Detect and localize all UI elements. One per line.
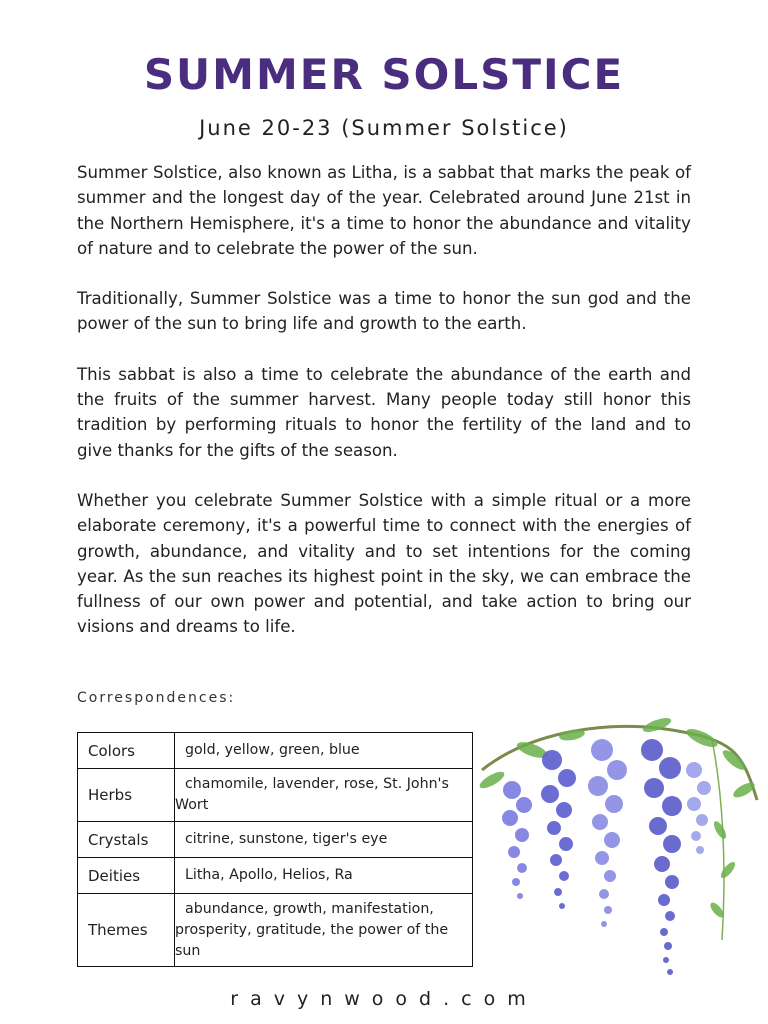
table-row bbox=[78, 822, 473, 858]
row-value: gold, yellow, green, blue bbox=[175, 733, 473, 769]
row-value: citrine, sunstone, tiger's eye bbox=[175, 822, 473, 858]
row-key: Herbs bbox=[78, 769, 175, 822]
wisteria-illustration bbox=[472, 710, 762, 1000]
row-key: Deities bbox=[78, 858, 175, 894]
row-value: abundance, growth, manifestation, prosperity, gratitude, the power of the sun bbox=[175, 894, 473, 967]
row-key: Colors bbox=[78, 733, 175, 769]
correspondences-label: Correspondences: bbox=[77, 690, 236, 706]
body-text bbox=[77, 160, 691, 665]
paragraph: Whether you celebrate Summer Solstice with a simple ritual or a more elaborate ceremony, it's a powerful time to connect with the energies of growth, abundance, and vitality and to set intentions for the coming year. As the sun reaches its highest point in the sky, we can embrace the fullness of our own power and potential, and take action to bring our visions and dreams to life. bbox=[77, 490, 691, 637]
correspondences-table bbox=[77, 732, 473, 967]
table-row bbox=[78, 858, 473, 894]
paragraph: Traditionally, Summer Solstice was a time to honor the sun god and the power of the sun to bring life and growth to the earth. bbox=[77, 289, 691, 334]
row-value: Litha, Apollo, Helios, Ra bbox=[175, 858, 473, 894]
page-subtitle: June 20-23 (Summer Solstice) bbox=[199, 116, 569, 140]
table-row bbox=[78, 769, 473, 822]
page-title: SUMMER SOLSTICE bbox=[143, 50, 625, 99]
paragraph: This sabbat is also a time to celebrate the abundance of the earth and the fruits of the summer harvest. Many people today still honor this tradition by performing rituals to honor the fertility of the land and to give thanks for the gifts of the season. bbox=[77, 364, 691, 460]
row-value: chamomile, lavender, rose, St. John's Wort bbox=[175, 769, 473, 822]
table-row bbox=[78, 894, 473, 967]
footer-site: ravynwood.com bbox=[230, 988, 538, 1010]
row-key: Crystals bbox=[78, 822, 175, 858]
table-row bbox=[78, 733, 473, 769]
row-key: Themes bbox=[78, 894, 175, 967]
paragraph: Summer Solstice, also known as Litha, is a sabbat that marks the peak of summer and the longest day of the year. Celebrated around June 21st in the Northern Hemisphere, it's a time to honor the abundance and vitality of nature and to celebrate the power of the sun. bbox=[77, 163, 691, 258]
